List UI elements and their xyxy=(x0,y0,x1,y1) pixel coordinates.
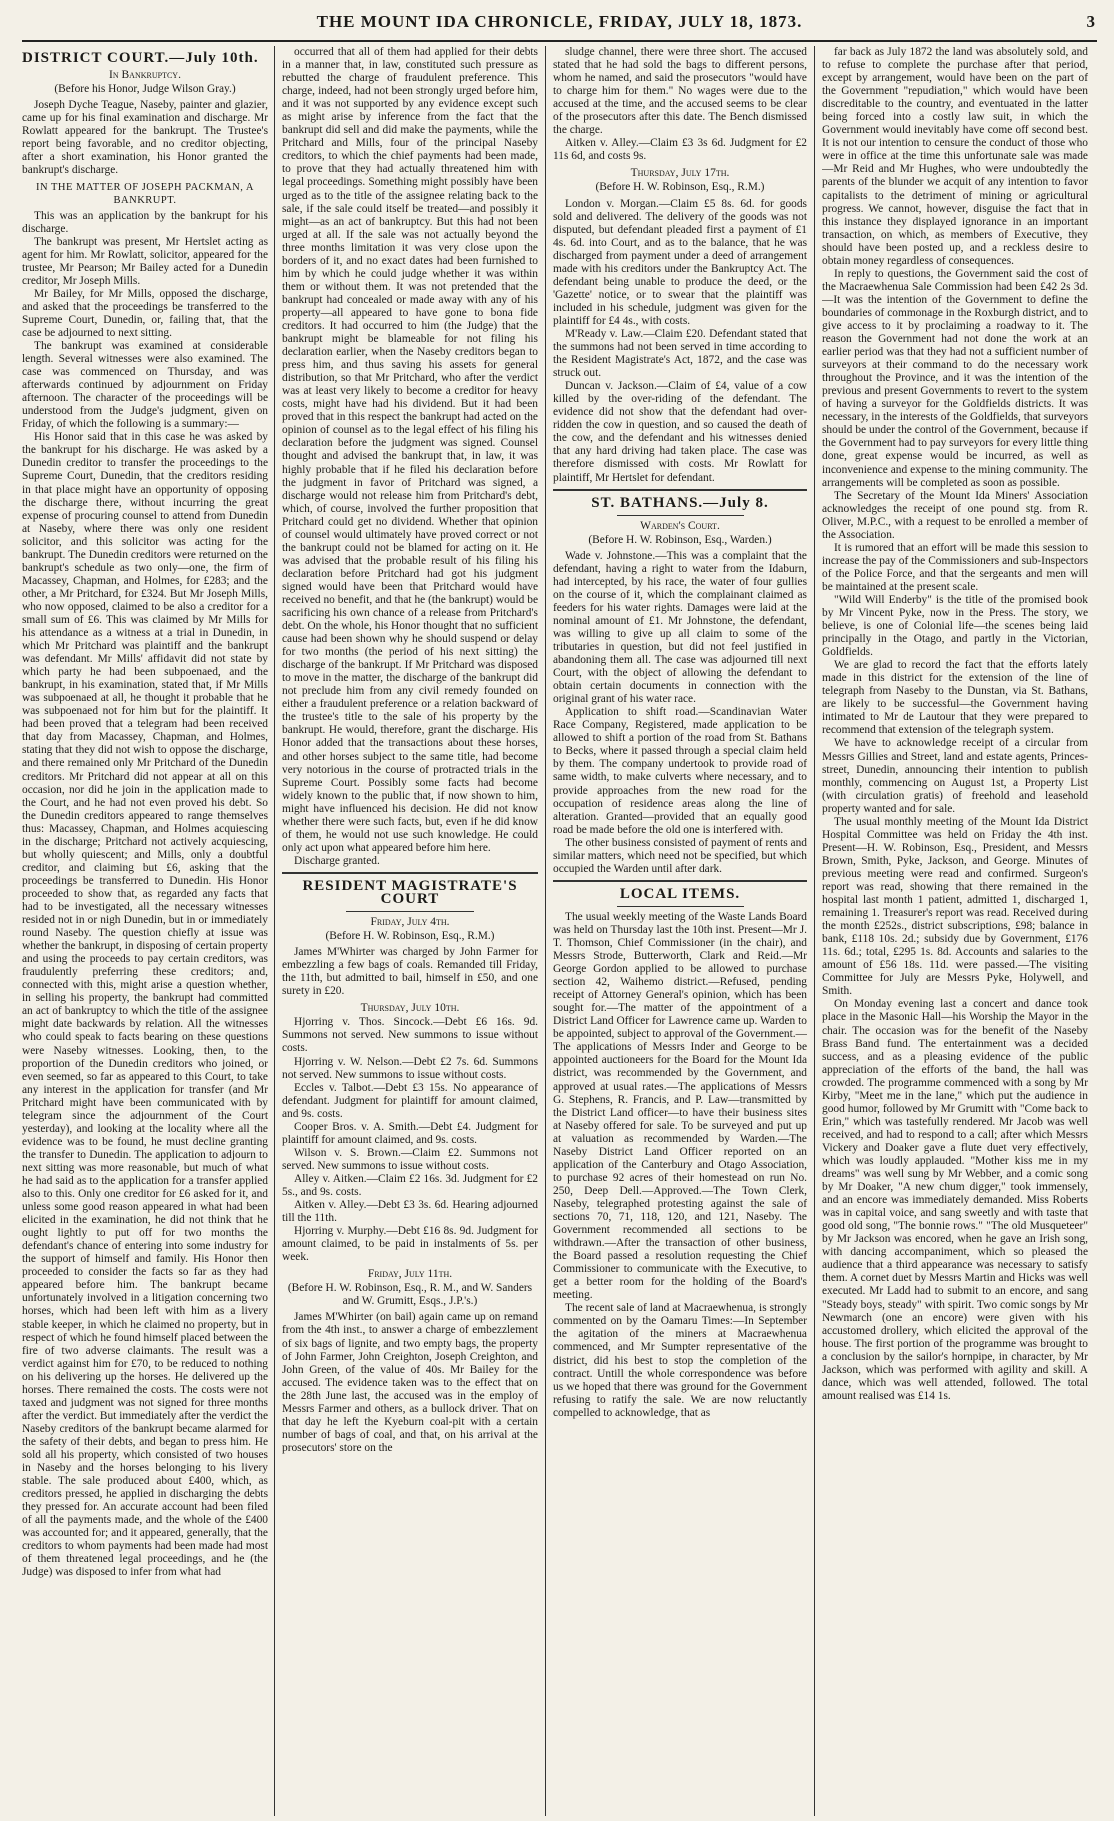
article-paragraph: Cooper Bros. v. A. Smith.—Debt £4. Judgment for plaintiff for amount claimed, and 9s. costs. xyxy=(282,1120,538,1146)
date-heading: Friday, July 11th. xyxy=(367,1268,453,1281)
article-paragraph: This was an application by the bankrupt for his discharge. xyxy=(22,209,268,235)
before-magistrate-line: (Before H. W. Robinson, Esq., R.M.) xyxy=(325,930,495,943)
article-paragraph: The bankrupt was examined at considerable length. Several witnesses were also examined. The case was commenced on Thursday, and was afterwards continued by adjournment on Friday afternoon. The character of the proceedings will be understood from the Judge's judgment, given on Friday, of which the following is a summary:— xyxy=(22,339,268,431)
masthead xyxy=(22,12,1097,42)
article-paragraph: sludge channel, there were three short. The accused stated that he had sold the bags to different persons, whom he named, and said the prosecutors "would have to charge him for them." No wages were due to the accused at the time, and the accused seems to be clear of the prosecutors after this date. The Bench dismissed the charge. xyxy=(553,46,807,137)
before-magistrate-line: (Before H. W. Robinson, Esq., R.M.) xyxy=(595,181,765,194)
district-court-heading: DISTRICT COURT.—July 10th. xyxy=(22,50,259,66)
article-paragraph: far back as July 1872 the land was absolutely sold, and to refuse to complete the purchase after that period, except by arrangement, would have been on the part of the Government "repudiation," which would have been discreditable to the country, and eventuated in the latter being forced into a costly law suit, in which the Government would inevitably have come off second best. It is not our intention to censure the conduct of those who were in office at the time this unfortunate sale was made—Mr Reid and Mr Hughes, who were undoubtedly the parents of the blunder we acquit of any intention to favor capitalists to the detriment of mining or agricultural progress. We cannot, however, disguise the fact that in this instance they displayed ignorance in an important transaction, on which, as members of Executive, they should have been posted up, and a reckless desire to obtain money regardless of consequences. xyxy=(822,46,1088,267)
article-paragraph: The usual monthly meeting of the Mount Ida District Hospital Committee was held on Friday the 4th inst. Present—H. W. Robinson, Esq., President, and Messrs Brown, Smith, Pyke, Jackson, and George. Minutes of previous meeting were read and confirmed. Surgeon's report was read, showing that there remained in the hospital last month 1 patient, admitted 1, discharged 1, remaining 1. Treasurer's report was read. Received during the month £252s., district subscriptions, £98; balance in bank, £118 10s. 2d.; subsidy due by Government, £176 11s. 6d.; total, £295 1s. 8d. Accounts and salaries to the amount of £56 18s. 11d. were passed.—The visiting Committee for July are Messrs Pyke, Holywell, and Smith. xyxy=(822,815,1088,998)
date-heading: Thursday, July 17th. xyxy=(630,167,730,180)
st-bathans-heading: ST. BATHANS.—July 8. xyxy=(591,494,769,511)
before-warden-line: (Before H. W. Robinson, Esq., Warden.) xyxy=(588,533,772,546)
masthead-title: THE MOUNT IDA CHRONICLE, FRIDAY, JULY 18, 1873. xyxy=(316,12,803,31)
article-paragraph: Application to shift road.—Scandinavian Water Race Company, Registered, made application to be allowed to shift a portion of the road from St. Bathans to Becks, where it passed through a special claim held by them. The company undertook to provide road of same width, to make culverts where necessary, and to provide approaches from the new road for the occupation of residence areas along the line of alteration. Granted—provided that an equally good road be made before the old one is interfered with. xyxy=(553,706,807,836)
column-2 xyxy=(282,46,538,1816)
article-paragraph: James M'Whirter (on bail) again came up on remand from the 4th inst., to answer a charge of embezzlement of six bags of lignite, and two empty bags, the property of John Farmer, John Creighton, Joseph Creighton, and John Green, of the value of 40s. Mr Bailey for the accused. The evidence taken was to the effect that on the 28th June last, the accused was in the employ of Messrs Farmer and others, as a bullock driver. That on that day he left the Kyeburn coal-pit with a certain number of bags of coal, and that, on his arrival at the prosecutors' store on the xyxy=(282,1311,538,1454)
date-heading: Friday, July 4th. xyxy=(370,916,450,929)
article-paragraph: Eccles v. Talbot.—Debt £3 15s. No appearance of defendant. Judgment for plaintiff for amount claimed, and 9s. costs. xyxy=(282,1081,538,1120)
article-paragraph: Hjorring v. Thos. Sincock.—Debt £6 16s. 9d. Summons not served. New summons to issue without costs. xyxy=(282,1016,538,1055)
article-paragraph: The recent sale of land at Macraewhenua, is strongly commented on by the Oamaru Times:—In September the agitation of the miners at Macraewhenua commenced, and Mr Sumpter representative of the district, did his best to stop the completion of the contract. Untill the whole correspondence was before us we hoped that there was ground for the Government refusing to ratify the sale. We are now reluctantly compelled to acknowledge, that as xyxy=(553,1302,807,1419)
article-paragraph: The bankrupt was present, Mr Hertslet acting as agent for him. Mr Rowlatt, solicitor, appeared for the trustee, Mr Pearson; Mr Bailey acted for a Dunedin creditor, Mr Joseph Mills. xyxy=(22,235,268,287)
column-divider xyxy=(274,46,275,1816)
article-paragraph: On Monday evening last a concert and dance took place in the Masonic Hall—his Worship the Mayor in the chair. The occasion was for the benefit of the Naseby Brass Band fund. The entertainment was a decided success, and as a pleasing evidence of the public appreciation of the efforts of the band, the hall was crowded. The programme commenced with a song by Mr Kirby, "Meet me in the lane," which put the audience in good humor, followed by Mr Grumitt with "Come back to Erin," which was tastefully rendered. Mr Jacob was well received, and had to respond to a call; after which Messrs Vickery and Doaker gave a flute duet very effectively, which was loudly applauded. "Mother kiss me in my dreams" was well sung by Mr Webber, and a comic song by Mr Doaker, "A new chum digger," took immensely, and an encore was immediately demanded. Miss Roberts was in capital voice, and sang sweetly and with taste that good old song, "The bonnie rows." "The old Musqueteer" by Mr Jackson was encored, when he gave an Irish song, with dancing accompaniment, which so pleased the audience that a third appearance was necessary to satisfy them. A cornet duet by Messrs Martin and Hicks was well executed. Mr Ladd had to submit to an encore, and sang "Steady boys, steady" with spirit. Two comic songs by Mr Newmarch (one an encore) were given with his accustomed drollery, which elicited the approval of the house. The first portion of the programme was brought to a conclusion by the sailor's hornpipe, in character, by Mr Jackson, which was performed with agility and skill. A dance, which was well attended, followed. The total amount realised was £14 1s. xyxy=(822,998,1088,1402)
article-paragraph: Aitken v. Alley.—Debt £3 3s. 6d. Hearing adjourned till the 11th. xyxy=(282,1199,538,1225)
section-rule xyxy=(553,489,807,491)
article-paragraph: James M'Whirter was charged by John Farmer for embezzling a few bags of coals. Remanded till Friday, the 11th, but admitted to bail, himself in £50, and one surety in £20. xyxy=(282,946,538,998)
article-paragraph: His Honor said that in this case he was asked by the bankrupt for his discharge. He was asked by a Dunedin creditor to transfer the proceedings to the Supreme Court, Dunedin, that the creditors residing in that place might have an opportunity of opposing the discharge there, without incurring the great expense of procuring counsel to attend from Dunedin at Naseby, where there was only one resident solicitor, and this solicitor was acting for the bankrupt. The Dunedin creditors were returned on the bankrupt's schedule as two only—one, the firm of Macassey, Chapman, and Holmes, for £283; and the other, a Mr Pritchard, for £324. But Mr Joseph Mills, who now opposed, claimed to be also a creditor for a small sum of £6. This was claimed by Mr Mills for his attendance as a witness at a trial in Dunedin, in which Mr Pritchard was plaintiff and the bankrupt was defendant. Mr Mills' affidavit did not state by which party he had been subpoenaed, and the bankrupt, in his examination, stated that, if Mr Mills was subpoenaed at all, he thought it probable that he was subpoenaed not for him but for the plaintiff. It had been proved that a telegram had been received that day from Macassey, Chapman, and Holmes, stating that they did not wish to oppose the discharge, and there remained only Mr Pritchard of the Dunedin creditors. Mr Pritchard did not appear at all on this occasion, nor did he join in the application made to the Court, and he had not even proved his debt. So the Dunedin creditors appeared to range themselves thus: Macassey, Chapman, and Holmes acquiescing in the discharge; Pritchard not actively acquiescing, but wholly quiescent; and Mills, only a doubtful creditor, and claiming but £6, asking that the proceedings be transferred to Dunedin. His Honor proceeded to show that, as regarded any facts that had to be investigated, all the necessary witnesses resided not in or nigh Dunedin, but in or immediately round Naseby. The question chiefly at issue was whether the bankrupt, in disposing of certain property and using the proceeds to pay certain creditors, was fraudulently preferring these creditors; and, connected with this, might arise a question whether, in selling his property, the bankrupt had committed an act of bankruptcy to which the title of the assignee might date backwards by relation. All the witnesses who could speak to facts bearing on these questions were Naseby witnesses. Looking, then, to the proportion of the Dunedin creditors who joined, or even seemed, so far as appeared to this Court, to take any interest in the application for transfer (and Mr Pritchard might have been communicated with by telegram since the adjournment of the Court yesterday), and looking at the locality where all the evidence was to be found, he must decline granting the transfer to Dunedin. The application to adjourn to next sitting was more reasonable, but much of what he had said as to the application for a transfer applied also to this. Only one creditor for £6 asked for it, and unless some good reason appeared in what had been elicited in the examination, he did not think that he ought lightly to put off for two months the defendant's chance of entering into some industry for the support of himself and family. His Honor then proceeded to consider the facts so far as they had appeared before him. The bankrupt became unfortunately involved in a litigation concerning two horses, which had been left with him as a livery stable keeper, in which he claimed no property, but in respect of which he found himself placed between the fire of two adverse claimants. The result was a verdict against him for £70, to be reduced to nothing on his delivering up the horses. He delivered up the horses. There remained the costs. The costs were not taxed and judgment was not signed for three months after the verdict. But immediately after the verdict the Naseby creditors of the bankrupt became alarmed for the safety of their debts, and began to press him. He sold all his property, which consisted of two houses in Naseby and the horses belonging to his livery stable. The sale produced about £400, which, as creditors pressed, he applied in discharging the debts they pressed for. An accurate account had been filed of all the payments made, and the whole of the £400 was accounted for; and it appeared, generally, that the creditors to whom payments had been made had most of them threatened legal proceedings, and he (the Judge) was disposed to infer from what had xyxy=(22,431,268,1579)
rm-court-heading: RESIDENT MAGISTRATE'S COURT xyxy=(302,877,518,907)
article-paragraph: Hjorring v. W. Nelson.—Debt £2 7s. 6d. Summons not served. New summons to issue without costs. xyxy=(282,1055,538,1081)
page-number: 3 xyxy=(1086,12,1095,31)
section-rule xyxy=(282,872,538,874)
wardens-court-subheading: Warden's Court. xyxy=(640,519,720,532)
short-rule xyxy=(617,515,744,516)
short-rule xyxy=(617,906,744,907)
article-paragraph: Alley v. Aitken.—Claim £2 16s. 3d. Judgment for £2 5s., and 9s. costs. xyxy=(282,1172,538,1198)
article-paragraph: Discharge granted. xyxy=(294,854,380,867)
article-paragraph: The Secretary of the Mount Ida Miners' Association acknowledges the receipt of one pound stg. from R. Oliver, M.P.C., with a request to be enrolled a member of the Association. xyxy=(822,489,1088,541)
column-divider xyxy=(814,46,815,1816)
short-rule xyxy=(346,911,474,912)
column-1 xyxy=(22,46,268,1816)
date-heading: Thursday, July 10th. xyxy=(360,1002,460,1015)
article-paragraph: Hjorring v. Murphy.—Debt £16 8s. 9d. Judgment for amount claimed, to be paid in instalments of 5s. per week. xyxy=(282,1225,538,1264)
article-paragraph: occurred that all of them had applied for their debts in a manner that, in law, constituted such pressure as rebutted the charge of fraudulent preference. This charge, indeed, had not been strongly urged before him, and it was not supported by any evidence except such as might arise by inference from the fact that the bankrupt did sell and did make the payments, while the Pritchard and Mills, four of the principal Naseby creditors, to which the chief payments had been made, to prove that they had actually threatened him with legal proceedings. Something might possibly have been urged as to the title of the assignee relating back to the sale, if the sale could itself be treated—and possibly it might—as an act of bankruptcy. But this had not been urged at all. If the sale was not actually beyond the three months limitation it was very close upon the borders of it, and no exact dates had been furnished to him by which he could judge whether it was within them or without them. It was not pretended that the bankrupt had concealed or made away with any of his property—all appeared to have gone to bona fide creditors. It had occurred to him (the Judge) that the bankrupt might be blameable for not filing his declaration earlier, when the Naseby creditors began to press him, and thus saving his assets for general distribution, so that Mr Pritchard, who after the verdict was at least very likely to become a creditor for heavy costs, might have had his dividend. But it had been proved that in this respect the bankrupt had acted on the opinion of counsel as to the legal effect of his filing his declaration before the judgment was signed. Counsel thought and advised the bankrupt that, in law, it was highly probable that if he filed his declaration before the judgment in favor of Pritchard was signed, a discharge would not release him from Pritchard's debt, which, of course, involved the further proposition that Pritchard could get no dividend. Whether that opinion of counsel would ultimately have proved correct or not the bankrupt could not be blamed for acting on it. He was advised that the probable result of his filing his declaration before Pritchard had got his judgment signed would have been that Pritchard would have received no benefit, and that he (the bankrupt) would be sacrificing his own chance of a release from Pritchard's debt. On the whole, his Honor thought that no sufficient cause had been shown why he should suspend or delay for two months (the period of his next sitting) the discharge of the bankrupt. If Mr Pritchard was disposed to move in the matter, the discharge of the bankrupt did not preclude him from any civil remedy founded on either a fraudulent preference or a relation backward of the trustee's title to the sale of his property by the bankrupt. He would, therefore, grant the discharge. His Honor added that the transactions about these horses, and other horses subject to the same title, had become very notorious in the course of protracted trials in the Supreme Court. Possibly some facts had become widely known to the public that, if now shown to him, might have influenced his decision. He did not know whether there were such facts, but, even if he did know of them, he would not use such knowledge. He could only act upon what appeared before him here. xyxy=(282,46,538,854)
column-divider xyxy=(545,46,546,1816)
column-4 xyxy=(822,46,1088,1816)
before-judge-line: (Before his Honor, Judge Wilson Gray.) xyxy=(54,83,236,96)
section-rule xyxy=(553,880,807,882)
article-paragraph: "Wild Will Enderby" is the title of the promised book by Mr Vincent Pyke, now in the Press. The story, we believe, is one of Colonial life—the scenes being laid principally in the Otago, and partly in the Victorian, Goldfields. xyxy=(822,593,1088,659)
bankruptcy-subheading: In Bankruptcy. xyxy=(109,69,181,82)
local-items-heading: LOCAL ITEMS. xyxy=(619,885,741,902)
article-paragraph: The other business consisted of payment of rents and similar matters, which need not be specified, but which occupied the Warden until after dark. xyxy=(553,836,807,875)
packman-case-heading: IN THE MATTER OF JOSEPH PACKMAN, A BANKRUPT. xyxy=(36,182,254,207)
article-paragraph: In reply to questions, the Government said the cost of the Macraewhenua Sale Commission had been £42 2s 3d.—It was the intention of the Government to define the boundaries of commonage in the Roxburgh district, and to give access to it by proclaiming a roadway to it. The reason the Government had not done the work at an earlier period was that they had not a sufficient number of surveyors at their command to do the necessary work throughout the Province, and it was the intention of the previous and present Governments to revert to the system of having a surveyor for the Goldfields districts. It was necessary, in the interests of the Goldfields, that surveyors should be under the control of the Government, because if the Government had to pay surveyors for every little thing done, great expense would be incurred, as well as inconvenience and expense to the mining community. The arrangements will be completed as soon as possible. xyxy=(822,267,1088,489)
article-paragraph: We are glad to record the fact that the efforts lately made in this district for the extension of the line of telegraph from Naseby to the Dunstan, via St. Bathans, are likely to be successful—the Government having intimated to Mr de Lautour that they were prepared to recommend that extension of the telegraph system. xyxy=(822,659,1088,737)
article-paragraph: Wade v. Johnstone.—This was a complaint that the defendant, having a right to water from the Idaburn, had intercepted, by his race, the water of four gullies on the course of it, which the complainant claimed as feeders for his water rights. Damages were laid at the nominal amount of £1. Mr Johnstone, the defendant, was willing to give up all claim to some of the tributaries in question, but did not feel justified in abandoning them all. The case was adjourned till next Court, with the object of allowing the defendant to obtain certain documents in connection with the original grant of his water race. xyxy=(553,549,807,706)
article-paragraph: Wilson v. S. Brown.—Claim £2. Summons not served. New summons to issue without costs. xyxy=(282,1146,538,1172)
article-paragraph: London v. Morgan.—Claim £5 8s. 6d. for goods sold and delivered. The delivery of the goods was not disputed, but defendant pleaded first a payment of £1 4s. 6d. into Court, and as to the balance, that he was discharged from payment under a deed of arrangement made with his creditors under the Bankruptcy Act. The defendant being unable to produce the deed, or the 'Gazette' notice, or to swear that the plaintiff was included in his schedule, judgment was given for the plaintiff for £4 4s., with costs. xyxy=(553,197,807,327)
article-paragraph: Aitken v. Alley.—Claim £3 3s 6d. Judgment for £2 11s 6d, and costs 9s. xyxy=(553,137,807,163)
article-paragraph: M'Ready v. Law.—Claim £20. Defendant stated that the summons had not been served in time according to the Resident Magistrate's Act, 1872, and the case was struck out. xyxy=(553,327,807,380)
before-magistrate-line: (Before H. W. Robinson, Esq., R. M., and W. Sanders and W. Grumitt, Esqs., J.P.'s.) xyxy=(287,1282,533,1308)
article-paragraph: We have to acknowledge receipt of a circular from Messrs Gillies and Street, land and estate agents, Princes-street, Dunedin, announcing their intention to publish monthly, commencing on August 1st, a Property List (with circulation gratis) of freehold and leasehold property wanted and for sale. xyxy=(822,737,1088,815)
article-paragraph: The usual weekly meeting of the Waste Lands Board was held on Thursday last the 10th inst. Present—Mr J. T. Thomson, Chief Commissioner (in the chair), and Messrs Strode, Butterworth, Clark and Reid.—Mr George Gordon applied to be allowed to purchase section 42, Waihemo district.—Refused, pending receipt of Attorney General's opinion, which has been sought for.—The matter of the appointment of a District Land Officer for Lawrence came up. Warden to be appointed, subject to approval of the Government.—The applications of Messrs Inder and George to be appointed auctioneers for the Board for the Mount Ida district, was recommended by the Government, and approved at usual rates.—The applications of Messrs G. Stephens, R. Francis, and P. Law—transmitted by the District Land officer—to have their business sites at Naseby offered for sale. To be surveyed and put up at valuation as recommended by Warden.—The Naseby District Land Officer reported on an application of the Canterbury and Otago Association, to purchase 92 acres of their homestead on run No. 250, Deep Dell.—Approved.—The Town Clerk, Naseby, telegraphed protesting against the sale of sections 70, 71, 118, 120, and 121, Naseby. The Government recommended all sections to be withdrawn.—After the transaction of other business, the Board passed a resolution requesting the Chief Commissioner to communicate with the Executive, to get a better room for the holding of the Board's meeting. xyxy=(553,910,807,1302)
article-paragraph: Mr Bailey, for Mr Mills, opposed the discharge, and asked that the proceedings be transferred to the Supreme Court, Dunedin, or, failing that, that the case be adjourned to next sitting. xyxy=(22,287,268,339)
article-paragraph: Duncan v. Jackson.—Claim of £4, value of a cow killed by the over-riding of the defendant. The evidence did not show that the defendant had over-ridden the cow in question, and so caused the death of the cow, and the defendant and his witnesses denied that any hard driving had taken place. The case was therefore dismissed with costs. Mr Rowlatt for plaintiff, Mr Hertslet for defendant. xyxy=(553,380,807,484)
column-3 xyxy=(553,46,807,1816)
article-paragraph: It is rumored that an effort will be made this session to increase the pay of the Commissioners and sub-Inspectors of the Police Force, and that the sergeants and men will be maintained at the present scale. xyxy=(822,541,1088,593)
article-paragraph: Joseph Dyche Teague, Naseby, painter and glazier, came up for his final examination and discharge. Mr Rowlatt appeared for the bankrupt. The Trustee's report being favorable, and no creditor objecting, after a short examination, his Honor granted the bankrupt's discharge. xyxy=(22,99,268,177)
